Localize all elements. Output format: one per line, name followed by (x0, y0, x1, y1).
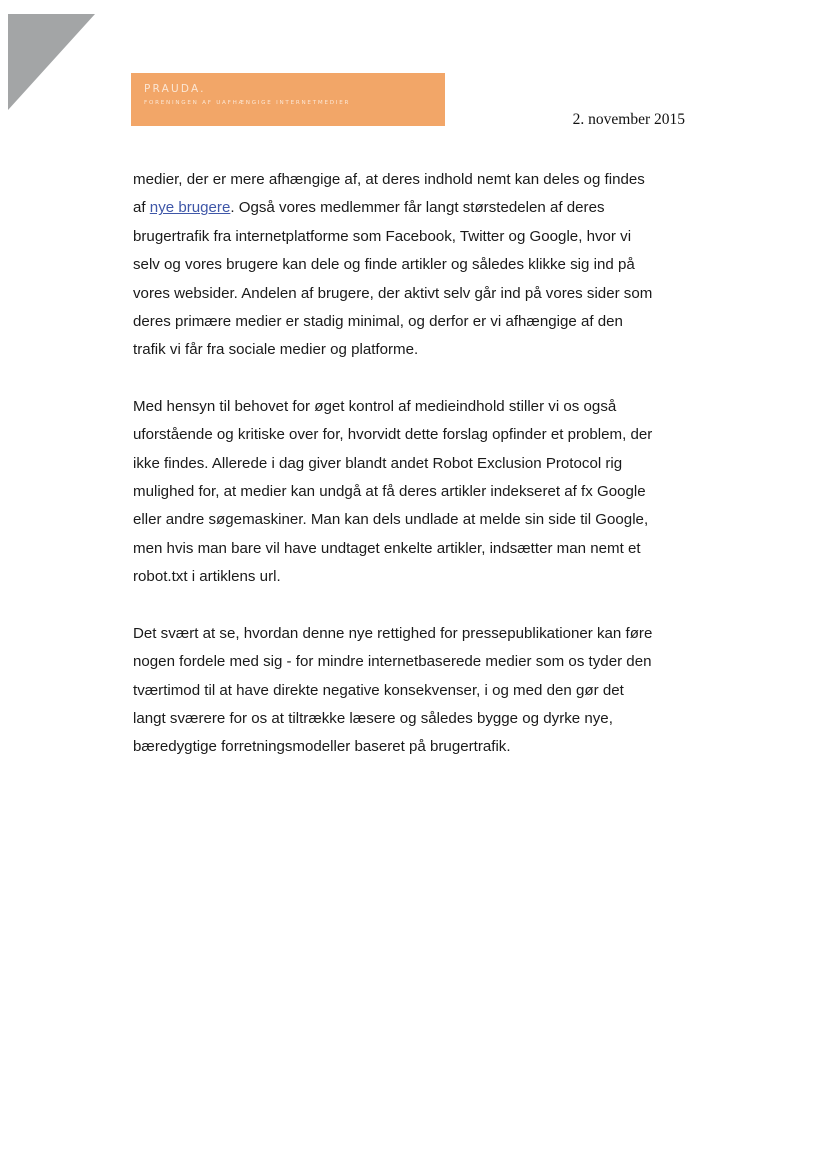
text-line: uforstående og kritiske over for, hvorvidt dette forslag opfinder et problem, der (133, 426, 653, 444)
text-line: langt sværere for os at tiltrække læsere og således bygge og dyrke nye, (133, 709, 613, 727)
text-line: brugertrafik fra internetplatforme som Facebook, Twitter og Google, hvor vi (133, 227, 632, 245)
paragraph-2 (133, 393, 693, 592)
text-line: Det svært at se, hvordan denne nye rettighed for pressepublikationer kan føre (133, 624, 653, 642)
logo-subtitle: FORENINGEN AF UAFHÆNGIGE INTERNETMEDIER (144, 100, 351, 106)
text-line: ikke findes. Allerede i dag giver blandt andet Robot Exclusion Protocol rig (133, 454, 623, 472)
text-line: tværtimod til at have direkte negative konsekvenser, i og med den gør det (133, 681, 624, 699)
text-line: vores websider. Andelen af brugere, der aktivt selv går ind på vores sider som (133, 284, 653, 302)
text-line: trafik vi får fra sociale medier og platforme. (133, 341, 419, 359)
text-line: eller andre søgemaskiner. Man kan dels undlade at melde sin side til Google, (133, 511, 649, 529)
text-line: selv og vores brugere kan dele og finde artikler og således klikke sig ind på (133, 256, 635, 274)
prauda-logo (131, 73, 445, 126)
text-line: deres primære medier er stadig minimal, og derfor er vi afhængige af den (133, 313, 623, 331)
nye-brugere-link[interactable]: nye brugere (149, 199, 231, 217)
text-line: nogen fordele med sig - for mindre internetbaserede medier som os tyder den (133, 653, 652, 671)
text-segment: af (133, 199, 150, 217)
text-line: mulighed for, at medier kan undgå at få deres artikler indekseret af fx Google (133, 483, 646, 501)
logo-title: PRAUDA. (144, 83, 206, 95)
paragraph-3 (133, 620, 693, 762)
text-line: medier, der er mere afhængige af, at deres indhold nemt kan deles og findes (133, 171, 645, 188)
corner-fold-decoration (8, 14, 95, 110)
letter-date: 2. november 2015 (572, 111, 685, 128)
text-segment: . Også vores medlemmer får langt størstedelen af deres (230, 199, 605, 217)
corner-fold-shape (8, 14, 95, 110)
paragraph-1 (133, 166, 693, 365)
text-line: bæredygtige forretningsmodeller baseret på brugertrafik. (133, 738, 511, 756)
text-line: Med hensyn til behovet for øget kontrol af medieindhold stiller vi os også (133, 397, 617, 415)
text-line: men hvis man bare vil have undtaget enkelte artikler, indsætter man nemt et (133, 539, 641, 557)
letter-body (133, 166, 693, 790)
text-line: robot.txt i artiklens url. (133, 568, 281, 586)
text-line (133, 194, 693, 222)
